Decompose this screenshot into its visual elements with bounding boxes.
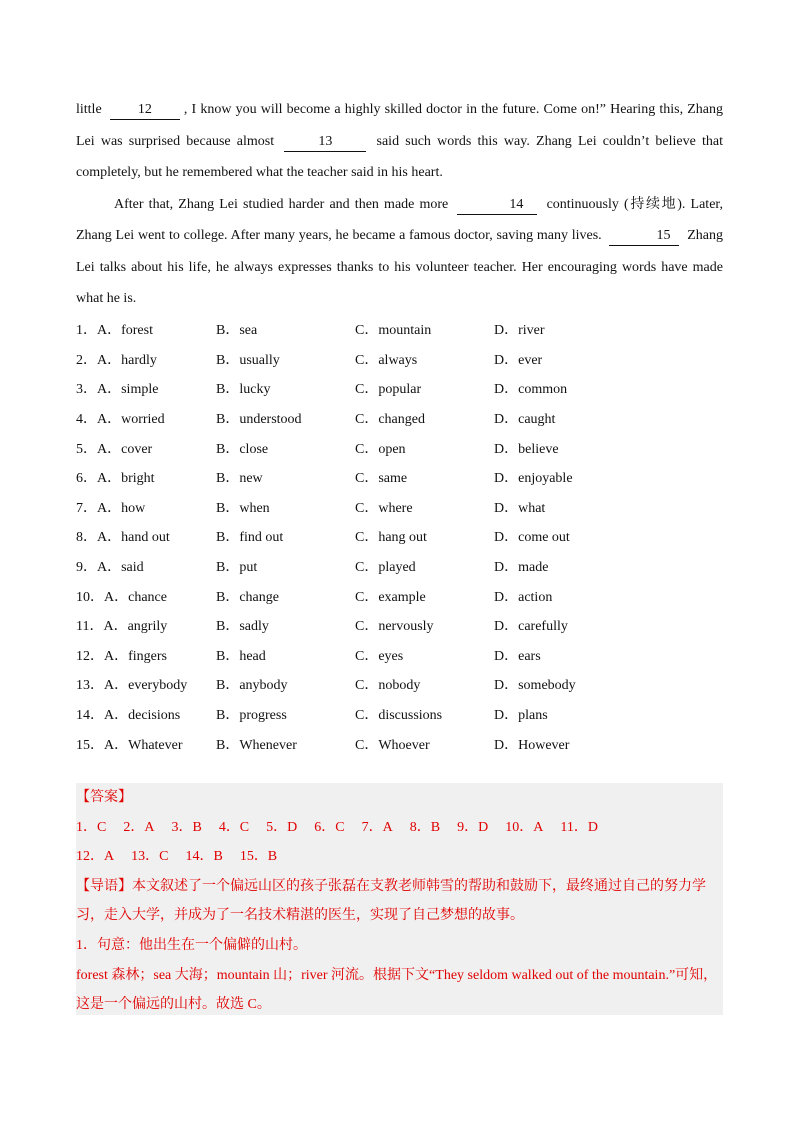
option-b: B．sadly [216,619,269,635]
option-b: B．put [216,560,258,576]
option-b: B．when [216,500,270,516]
option-a: 14．A．decisions [76,708,181,724]
question-row [76,403,723,433]
option-b: B．change [216,589,279,605]
answer-item: 10．A [505,819,544,835]
option-c: C．same [355,471,408,487]
passage [76,94,723,758]
option-d: D．ever [494,352,543,368]
option-a: 10．A．chance [76,589,167,605]
option-c: C．nervously [355,619,434,635]
answer-item: 1．C [76,819,107,835]
option-a: 11．A．angrily [76,619,168,635]
answer-item: 3．B [171,819,202,835]
answer-section [76,783,723,1015]
answer-item: 2．A [123,819,155,835]
question-row [76,433,723,463]
passage-paragraph-1 [76,94,723,189]
answer-item: 9．D [457,819,489,835]
option-d: D．believe [494,441,559,457]
option-b: B．lucky [216,382,271,398]
option-c: C．hang out [355,530,427,546]
option-a: 5．A．cover [76,441,153,457]
option-a: 13．A．everybody [76,678,188,694]
option-b: B．progress [216,708,287,724]
option-d: D．However [494,737,570,753]
option-d: D．somebody [494,678,576,694]
text: After that, Zhang Lei studied harder and then made more [114,196,449,212]
option-c: C．where [355,500,413,516]
option-c: C．nobody [355,678,421,694]
option-d: D．come out [494,530,570,546]
option-a: 8．A．hand out [76,530,170,546]
answer-item: 13．C [131,849,169,865]
option-d: D．made [494,560,549,576]
answer-item: 14．B [185,849,223,865]
option-d: D．enjoyable [494,471,573,487]
option-a: 1．A．forest [76,323,153,339]
question-row [76,344,723,374]
option-a: 15．A．Whatever [76,737,183,753]
option-a: 6．A．bright [76,471,155,487]
option-b: B．Whenever [216,737,297,753]
answer-item: 4．C [218,819,250,835]
option-a: 3．A．simple [76,382,159,398]
question-row [76,640,723,670]
option-d: D．caught [494,412,556,428]
question-row [76,670,723,700]
text: , I know you will become a highly skilled doctor in the future. Come on!” Hearing this, Zhang Lei was surprised because almost [76,102,724,149]
option-b: B．find out [216,530,284,546]
guide-text: 【导语】本文叙述了一个偏远山区的孩子张磊在支教老师韩雪的帮助和鼓励下，最终通过自己的努力学习，走入大学，并成为了一名技术精湛的医生，实现了自己梦想的故事。 [76,878,706,924]
option-c: C．discussions [355,708,443,724]
answer-row-2 [76,842,723,872]
text: little [76,102,102,117]
question-row [76,551,723,581]
option-d: D．what [494,500,546,516]
blank-14: 14 [457,196,537,215]
option-c: C．Whoever [355,737,430,753]
answer-item: 15．B [239,849,278,865]
option-b: B．new [216,471,263,487]
text: continuously (持续地). Later, Zhang Lei went to college. After many years, he became a famous doctor, saving many lives. [76,196,724,243]
option-b: B．head [216,648,266,664]
option-d: D．ears [494,648,541,664]
option-c: C．example [355,589,426,605]
option-b: B．usually [216,352,280,368]
blank-13: 13 [284,133,366,152]
option-a: 2．A．hardly [76,352,157,368]
question-row [76,462,723,492]
text: said such words this way. Zhang Lei couldn’t believe that completely, but he remembered what the teacher said in his heart. [76,133,723,180]
option-c: C．mountain [355,323,432,339]
options-list [76,315,723,759]
option-a: 12．A．fingers [76,648,167,664]
option-c: C．eyes [355,648,404,664]
option-b: B．sea [216,323,258,339]
option-c: C．changed [355,412,425,428]
option-a: 9．A．said [76,560,144,576]
text: Zhang Lei talks about his life, he always expresses thanks to his volunteer teacher. Her encouraging words have made what he is. [76,228,724,306]
question-row [76,522,723,552]
q1-explanation: forest 森林；sea 大海；mountain 山；river 河流。根据下文“They seldom walked out of the mountain.”可知，这是一个偏远的山村。故选 C。 [76,967,718,1013]
answer-item: 6．C [314,819,345,835]
answer-item: 11．D [560,819,598,835]
option-d: D．plans [494,708,548,724]
answer-heading: 【答案】 [76,790,132,805]
question-row [76,581,723,611]
passage-paragraph-2 [76,189,723,315]
option-d: D．river [494,323,545,339]
option-a: 7．A．how [76,500,146,516]
answer-item: 12．A [76,849,115,865]
option-b: B．understood [216,412,302,428]
question-row [76,315,723,345]
option-c: C．open [355,441,406,457]
option-a: 4．A．worried [76,412,165,428]
blank-15: 15 [609,227,679,246]
blank-12: 12 [110,101,180,120]
answer-row-1 [76,813,723,843]
answer-item: 7．A [361,819,393,835]
question-row [76,610,723,640]
answer-item: 8．B [409,819,441,835]
q1-title: 1．句意：他出生在一个偏僻的山村。 [76,937,307,953]
question-row [76,729,723,759]
option-c: C．played [355,560,416,576]
option-b: B．close [216,441,269,457]
option-b: B．anybody [216,678,288,694]
option-d: D．action [494,589,553,605]
answer-item: 5．D [266,819,298,835]
question-row [76,699,723,729]
option-c: C．popular [355,382,422,398]
question-row [76,374,723,404]
option-d: D．carefully [494,619,568,635]
option-c: C．always [355,352,418,368]
option-d: D．common [494,382,568,398]
question-row [76,492,723,522]
